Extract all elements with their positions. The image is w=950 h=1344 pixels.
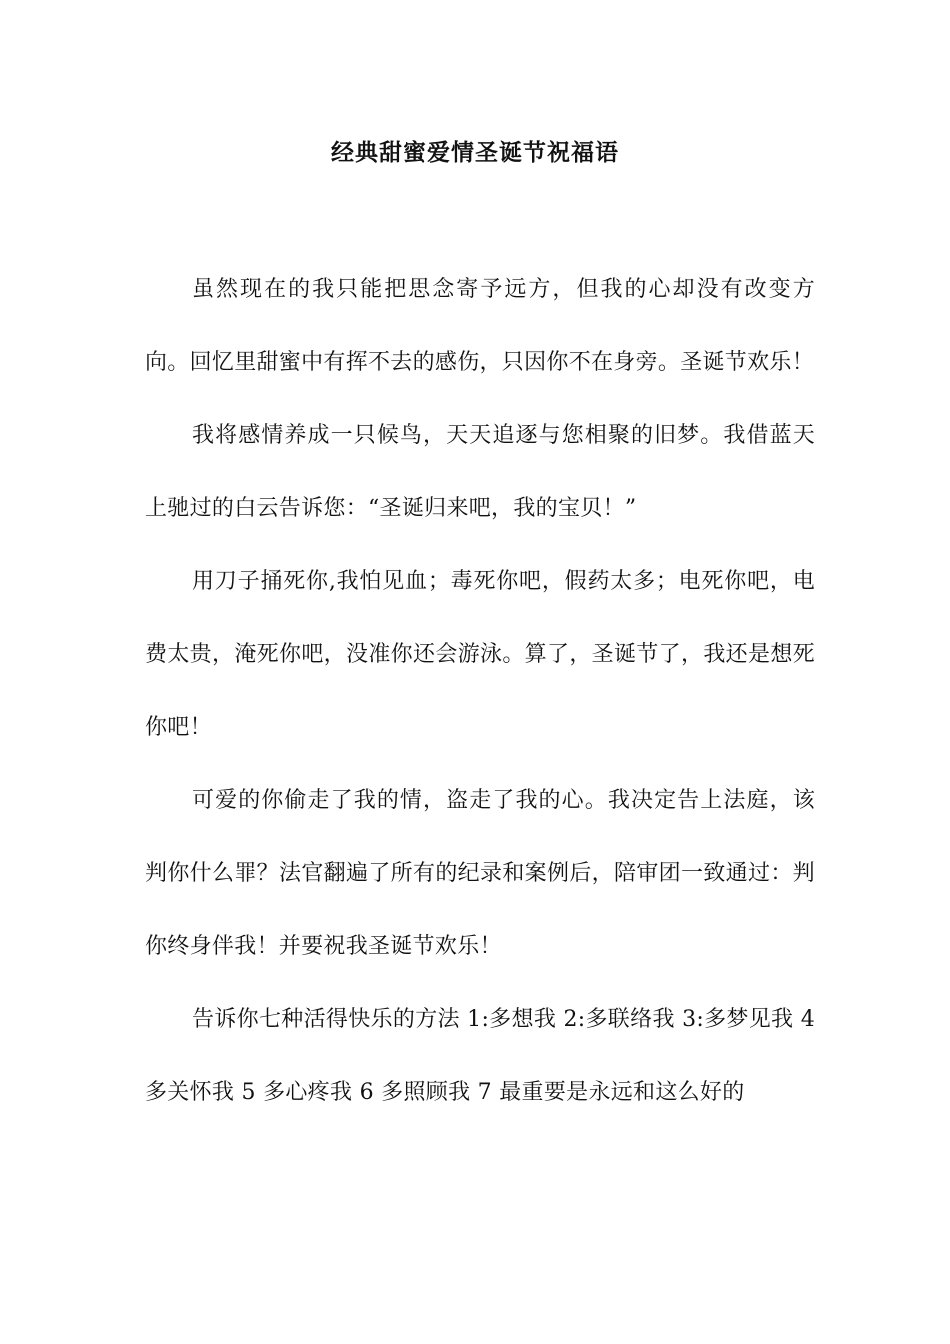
paragraph: 告诉你七种活得快乐的方法 1:多想我 2:多联络我 3:多梦见我 4 多关怀我 5 多心疼我 6 多照顾我 7 最重要是永远和这么好的 — [145, 1007, 815, 1105]
document-title: 经典甜蜜爱情圣诞节祝福语 — [331, 139, 619, 166]
document-body — [145, 253, 815, 1129]
paragraph: 可爱的你偷走了我的情，盗走了我的心。我决定告上法庭，该判你什么罪？法官翻遍了所有的纪录和案例后，陪审团一致通过：判你终身伴我！并要祝我圣诞节欢乐！ — [145, 788, 815, 959]
paragraph: 用刀子捅死你,我怕见血；毒死你吧，假药太多；电死你吧，电费太贵，淹死你吧，没准你还会游泳。算了，圣诞节了，我还是想死你吧！ — [145, 569, 815, 740]
paragraph: 虽然现在的我只能把思念寄予远方，但我的心却没有改变方向。回忆里甜蜜中有挥不去的感伤，只因你不在身旁。圣诞节欢乐！ — [145, 277, 815, 375]
paragraph: 我将感情养成一只候鸟，天天追逐与您相聚的旧梦。我借蓝天上驰过的白云告诉您：“圣诞归来吧，我的宝贝！” — [145, 423, 815, 521]
